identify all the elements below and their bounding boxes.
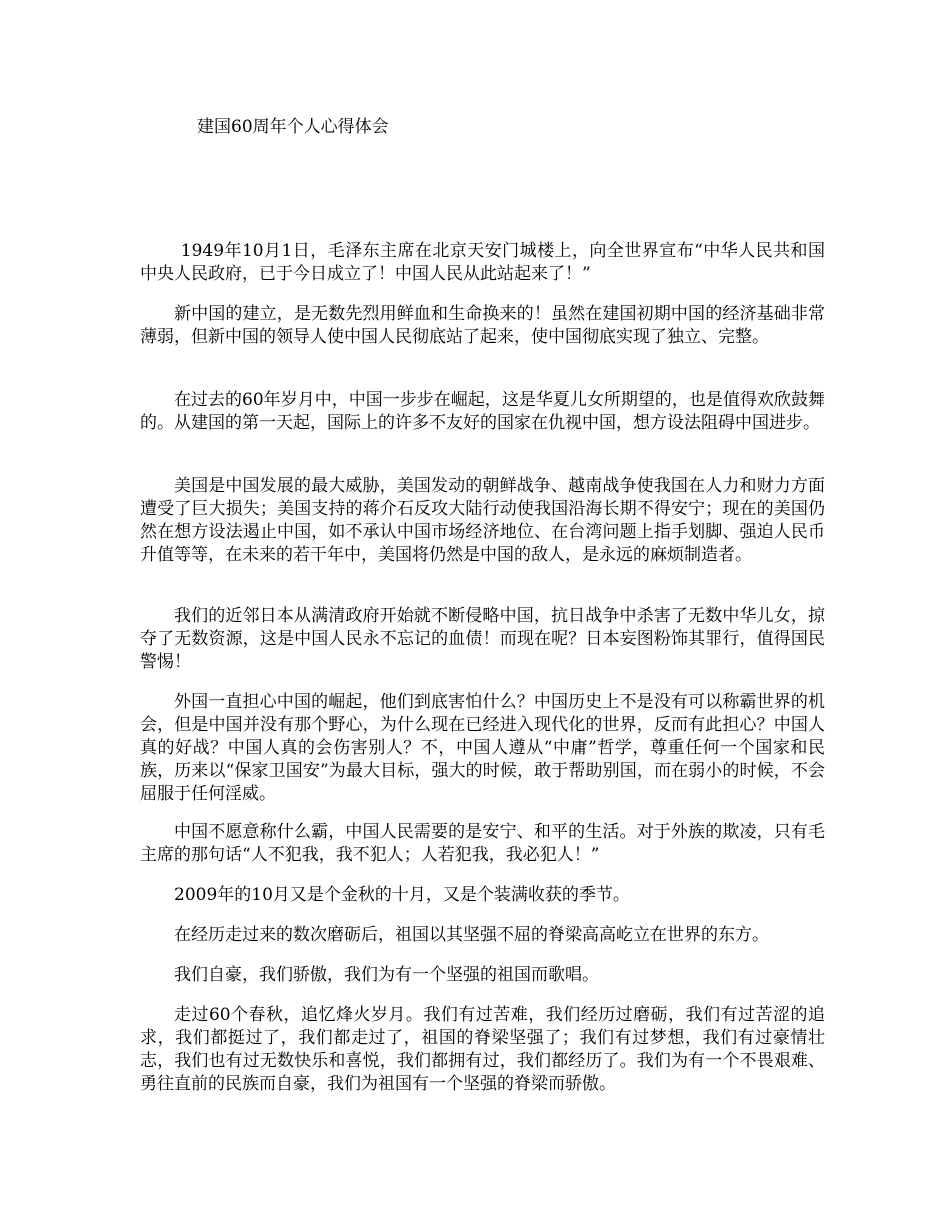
document-title: 建国60周年个人心得体会 [197,117,389,137]
paragraph-new-china-founding: 新中国的建立，是无数先烈用鲜血和生命换来的！虽然在建国初期中国的经济基础非常薄弱，但新中国的领导人使中国人民彻底站了起来，使中国彻底实现了独立、完整。 [140,304,825,347]
paragraph-japan: 我们的近邻日本从满清政府开始就不断侵略中国，抗日战争中杀害了无数中华儿女，掠夺了无数资源，这是中国人民永不忘记的血债！而现在呢？日本妄图粉饰其罪行，值得国民警惕！ [140,606,825,672]
paragraph-foreign-concerns: 外国一直担心中国的崛起，他们到底害怕什么？中国历史上不是没有可以称霸世界的机会，但是中国并没有那个野心，为什么现在已经进入现代化的世界，反而有此担心？中国人真的好战？中国人真的会伤害别人？不，中国人遵从“中庸”哲学，尊重任何一个国家和民族，历来以“保家卫国安”为最大目标，强大的时候，敢于帮助别国，而在弱小的时候，不会屈服于任何淫威。 [140,692,825,804]
paragraph-sixty-years-rise: 在过去的60年岁月中，中国一步步在崛起，这是华夏儿女所期望的，也是值得欢欣鼓舞的。从建国的第一天起，国际上的许多不友好的国家在仇视中国，想方设法阻碍中国进步。 [140,390,825,433]
paragraph-united-states: 美国是中国发展的最大威胁，美国发动的朝鲜战争、越南战争使我国在人力和财力方面遭受了巨大损失；美国支持的蒋介石反攻大陆行动使我国沿海长期不得安宁；现在的美国仍然在想方设法遏止中国，如不承认中国市场经济地位、在台湾问题上指手划脚、强迫人民币升值等等，在未来的若干年中，美国将仍然是中国的敌人，是永远的麻烦制造者。 [140,476,825,565]
paragraph-motherland-stands: 在经历走过来的数次磨砺后，祖国以其坚强不屈的脊梁高高屹立在世界的东方。 [174,925,769,945]
paragraph-we-are-proud: 我们自豪，我们骄傲，我们为有一个坚强的祖国而歌唱。 [174,965,599,985]
paragraph-sixty-autumns: 走过60个春秋，追忆烽火岁月。我们有过苦难，我们经历过磨砺，我们有过苦涩的追求，我们都挺过了，我们都走过了，祖国的脊梁坚强了；我们有过梦想，我们有过豪情壮志，我们也有过无数快乐和喜悦，我们都拥有过，我们都经历了。我们为有一个不畏艰难、勇往直前的民族而自豪，我们为祖国有一个坚强的脊梁而骄傲。 [140,1005,825,1094]
paragraph-no-hegemony: 中国不愿意称什么霸，中国人民需要的是安宁、和平的生活。对于外族的欺凌，只有毛主席的那句话“人不犯我，我不犯人；人若犯我，我必犯人！” [140,822,825,865]
paragraph-founding-declaration: 1949年10月1日，毛泽东主席在北京天安门城楼上，向全世界宣布“中华人民共和国中央人民政府，已于今日成立了！中国人民从此站起来了！” [140,241,825,284]
paragraph-october-2009: 2009年的10月又是个金秋的十月，又是个装满收获的季节。 [174,885,630,905]
